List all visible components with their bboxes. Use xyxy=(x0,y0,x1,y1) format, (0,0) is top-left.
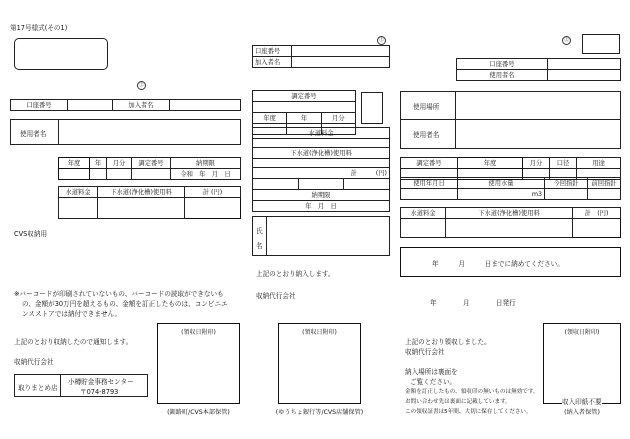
receipt-notice: 上記のとおり領収しました。 xyxy=(405,338,491,346)
mid-fee-table xyxy=(252,127,390,212)
seal-footer-middle: (ゆうちょ銀行等/CVS店舗保管) xyxy=(275,409,364,416)
seal-footer-left: (釧路町/CVS本部保管) xyxy=(167,409,230,416)
usage-type-label: 用途 xyxy=(577,158,621,169)
year-label: 年 xyxy=(287,113,321,124)
year-label: 年 xyxy=(90,158,107,169)
agent-label: 収納代行会社 xyxy=(256,292,296,300)
collector-label: 取りまとめ店 xyxy=(18,384,58,392)
seal-caption: (領収日附印) xyxy=(564,329,600,336)
name-label-1: 氏 xyxy=(256,227,263,235)
agent-label: 収納代行会社 xyxy=(405,348,445,356)
user-name-label: 使用者名 xyxy=(20,130,47,138)
seal-caption: (領収日附印) xyxy=(181,329,216,336)
note-3: この領収証書は5年間、大切に保存してください。 xyxy=(405,409,532,415)
assessment-no-label: 調定番号 xyxy=(401,158,458,169)
user-name-label: 使用者名 xyxy=(413,131,440,139)
sewer-fee-label: 下水道(浄化槽)使用料 xyxy=(98,187,185,198)
issue-date-text: 年 月 日発行 xyxy=(430,299,516,307)
agent-label: 収納代行会社 xyxy=(14,358,54,366)
total-label: 計 (円) xyxy=(573,208,621,219)
user-name-divider xyxy=(58,119,59,145)
month-label: 月分 xyxy=(523,158,550,169)
total-label: 計 (円) xyxy=(253,168,390,179)
collector-postal: 〒074-8793 xyxy=(80,388,119,396)
total-label: 計 (円) xyxy=(185,187,241,198)
place-title: 納入場所は裏面を xyxy=(405,368,458,376)
left-fee-table xyxy=(58,186,241,219)
fiscal-year-label: 年度 xyxy=(253,113,287,124)
water-fee-label: 水道料金 xyxy=(59,187,98,198)
mid-account-table xyxy=(252,45,390,68)
subscriber-name-label: 加入者名 xyxy=(113,100,170,111)
location-label: 使用場所 xyxy=(413,103,440,111)
barcode-notice-3: ンスストアでは納付できません。 xyxy=(22,310,122,318)
right-usage-table xyxy=(400,177,621,200)
stamp-note: 収入印紙不要 xyxy=(562,398,602,406)
seal-box-left xyxy=(157,323,240,404)
water-fee-label: 水道料金 xyxy=(401,208,446,219)
location-box xyxy=(400,91,621,149)
note-2: お問い合わせ先は裏面に記載しています。 xyxy=(405,399,511,405)
name-box xyxy=(252,216,390,256)
barcode-notice-2: の、金額が30万円を超えるもの、金額を訂正したものは、コンビニエ xyxy=(22,300,228,308)
note-1: 金額を訂正したもの、領収印の無いものは無効です。 xyxy=(405,389,539,395)
place-title-2: ご覧ください。 xyxy=(410,378,457,386)
right-account-table xyxy=(456,58,621,81)
due-date-value: 年 月 日 xyxy=(253,201,390,212)
stamp-placeholder-box xyxy=(14,38,108,70)
account-number-label: 口座番号 xyxy=(11,100,68,111)
receipt-notice: 上記のとおり収納したので通知します。 xyxy=(14,338,133,346)
left-billing-table xyxy=(58,157,241,180)
upper-mark-icon: ㊤ xyxy=(137,81,146,90)
caliber-label: 口径 xyxy=(550,158,577,169)
subscriber-name-label: 加入者名 xyxy=(253,57,292,68)
fiscal-year-label: 年度 xyxy=(458,158,523,169)
seal-box-middle xyxy=(278,323,361,404)
collector-name: 小樽貯金事務センター xyxy=(68,378,134,386)
seal-box-right xyxy=(543,323,621,404)
upper-mark-icon: ㊤ xyxy=(562,36,571,45)
due-date-label: 納期限 xyxy=(253,190,390,201)
sewer-fee-label: 下水道(浄化槽)使用料 xyxy=(253,148,390,159)
usage-unit: m3 xyxy=(458,189,545,200)
usage-date-label: 使用年月日 xyxy=(401,178,458,189)
seal-caption: (領収日附印) xyxy=(302,329,337,336)
month-label: 月分 xyxy=(321,113,355,124)
location-divider-h xyxy=(400,119,621,120)
form-title: 第17号様式(その1) xyxy=(10,24,68,32)
left-account-table xyxy=(10,99,241,111)
due-date-label: 納期限 xyxy=(171,158,241,169)
month-label: 月分 xyxy=(107,158,132,169)
right-fee-table xyxy=(400,207,621,238)
account-number-label: 口座番号 xyxy=(457,59,548,70)
previous-reading-label: 前回指針 xyxy=(588,178,621,189)
user-name-label-top: 使用者名 xyxy=(457,70,548,81)
name-label-2: 名 xyxy=(256,242,263,250)
upper-mark-icon: ㊤ xyxy=(377,36,386,45)
collector-divider xyxy=(60,374,61,397)
fiscal-year-label: 年度 xyxy=(59,158,90,169)
sewer-fee-label: 下水道(浄化槽)使用料 xyxy=(446,208,573,219)
water-fee-label: 水道料金 xyxy=(253,128,390,139)
barcode-notice-1: ※バーコードが印刷されていないもの、バーコードの読取ができないも xyxy=(14,290,224,298)
location-divider-v xyxy=(455,91,456,149)
name-divider xyxy=(266,216,267,256)
usage-amount-label: 使用水量 xyxy=(458,178,545,189)
due-date-value: 令和 年 月 日 xyxy=(171,169,241,180)
assessment-no-label: 調定番号 xyxy=(253,91,356,102)
deadline-text: 年 月 日までに納めてください。 xyxy=(432,260,564,268)
current-reading-label: 今回指針 xyxy=(545,178,588,189)
right-corner-box xyxy=(582,34,620,54)
seal-footer-right: (納入者保管) xyxy=(564,409,600,416)
cvs-label: CVS収納用 xyxy=(14,230,48,238)
mid-small-box xyxy=(361,92,383,124)
payment-notice: 上記のとおり納入します。 xyxy=(256,270,335,278)
account-number-label: 口座番号 xyxy=(253,46,292,57)
assessment-no-label: 調定番号 xyxy=(132,158,171,169)
